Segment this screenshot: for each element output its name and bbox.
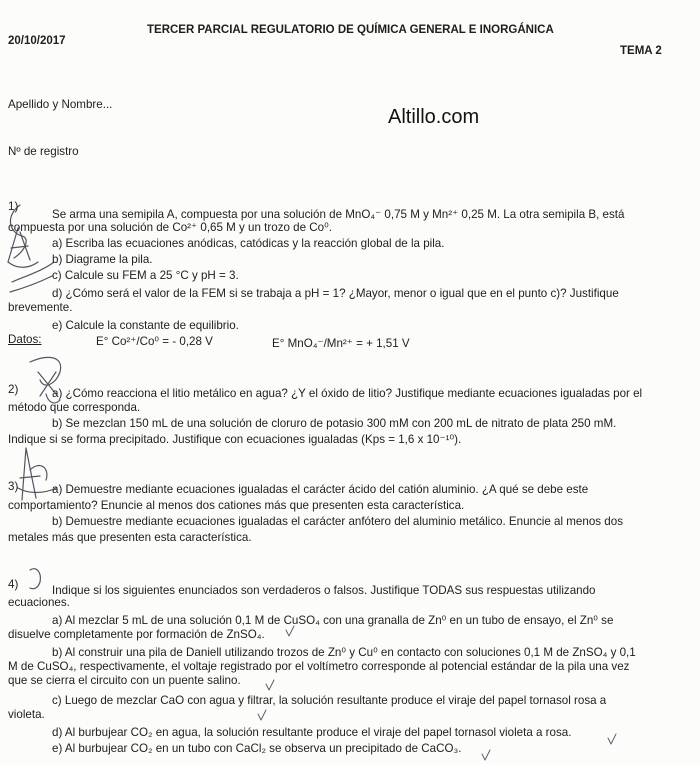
q3-item-a-line-1: a) Demuestre mediante ecuaciones igualadas el carácter ácido del catión aluminio. ¿A qué se debe este [52,483,589,496]
q1-line-1: Se arma una semipila A, compuesta por una solución de MnO₄⁻ 0,75 M y Mn²⁺ 0,25 M. La otra semipila B, está [52,208,625,221]
q2-item-a-line-2: método que corresponda. [8,401,141,414]
q1-item-c: c) Calcule su FEM a 25 °C y pH = 3. [52,269,239,282]
q3-number: 3) [8,480,19,493]
q1-item-d-line-2: brevemente. [8,301,73,314]
q4-item-b-line-1: b) Al construir una pila de Daniell utilizando trozos de Zn⁰ y Cu⁰ en contacto con soluciones 0,1 M de ZnSO₄ y 0,1 [52,646,636,659]
q3-item-a-line-2: comportamiento? Enuncie al menos dos cationes más que presenten esta característica. [8,499,465,512]
q4-item-c-line-1: c) Luego de mezclar CaO con agua y filtrar, la solución resultante produce el viraje del papel tornasol rosa a [52,694,607,707]
exam-tema: TEMA 2 [620,45,662,57]
q4-item-e: e) Al burbujear CO₂ en un tubo con CaCl₂ se observa un precipitado de CaCO₃. [52,742,462,755]
q1-item-a: a) Escriba las ecuaciones anódicas, catódicas y la reacción global de la pila. [52,237,445,250]
q1-line-2: compuesta por una solución de Co²⁺ 0,65 M y un trozo de Co⁰. [8,221,332,234]
q1-dato-cobalt: E° Co²⁺/Co⁰ = - 0,28 V [96,335,213,348]
q1-datos-label: Datos: [8,333,42,346]
exam-title: TERCER PARCIAL REGULATORIO DE QUÍMICA GENERAL E INORGÁNICA [147,24,554,36]
q4-intro-line-2: ecuaciones. [8,596,70,609]
q2-item-a-line-1: a) ¿Cómo reacciona el litio metálico en agua? ¿Y el óxido de litio? Justifique mediante ecuaciones igualadas por el [52,387,643,400]
q4-intro-line-1: Indique si los siguientes enunciados son verdaderos o falsos. Justifique TODAS sus respuestas utilizando [52,584,596,597]
q4-number: 4) [8,578,19,591]
name-field-label: Apellido y Nombre... [8,98,113,111]
q3-item-b-line-1: b) Demuestre mediante ecuaciones igualadas el carácter anfótero del aluminio metálico. Enuncie al menos dos [52,515,623,528]
q4-item-a-line-1: a) Al mezclar 5 mL de una solución 0,1 M de CuSO₄ con una granalla de Zn⁰ en un tubo de ensayo, el Zn⁰ se [52,614,614,627]
q2-number: 2) [8,383,19,396]
q1-item-b: b) Diagrame la pila. [52,253,153,266]
q1-number: 1) [8,200,19,213]
q1-item-d-line-1: d) ¿Cómo será el valor de la FEM si se trabaja a pH = 1? ¿Mayor, menor o igual que en el punto c)? Justifique [52,287,619,300]
q1-dato-manganese: E° MnO₄⁻/Mn²⁺ = + 1,51 V [272,337,410,350]
q3-item-b-line-2: metales más que presenten esta característica. [8,531,252,544]
q2-item-b-line-1: b) Se mezclan 150 mL de una solución de cloruro de potasio 300 mM con 200 mL de nitrato de plata 250 mM. [52,417,617,430]
q4-item-c-line-2: violeta. [8,708,45,721]
q2-item-b-line-2: Indique si se forma precipitado. Justifique con ecuaciones igualadas (Kps = 1,6 x 10⁻¹⁰). [8,433,462,446]
exam-date: 20/10/2017 [8,35,66,47]
registro-field-label: Nº de registro [8,145,79,158]
q4-item-a-line-2: disuelve completamente por formación de ZnSO₄. [8,628,265,641]
q4-item-b-line-2: M de CuSO₄, respectivamente, el voltaje registrado por el voltímetro corresponde al potencial estándar de la pila una vez [8,660,630,673]
q1-item-e: e) Calcule la constante de equilibrio. [52,319,239,332]
altillo-brand-text: Altillo.com [388,106,480,128]
q4-item-d: d) Al burbujear CO₂ en agua, la solución resultante produce el viraje del papel tornasol violeta a rosa. [52,726,572,739]
q4-item-b-line-3: que se cierra el circuito con un puente salino. [8,674,241,687]
